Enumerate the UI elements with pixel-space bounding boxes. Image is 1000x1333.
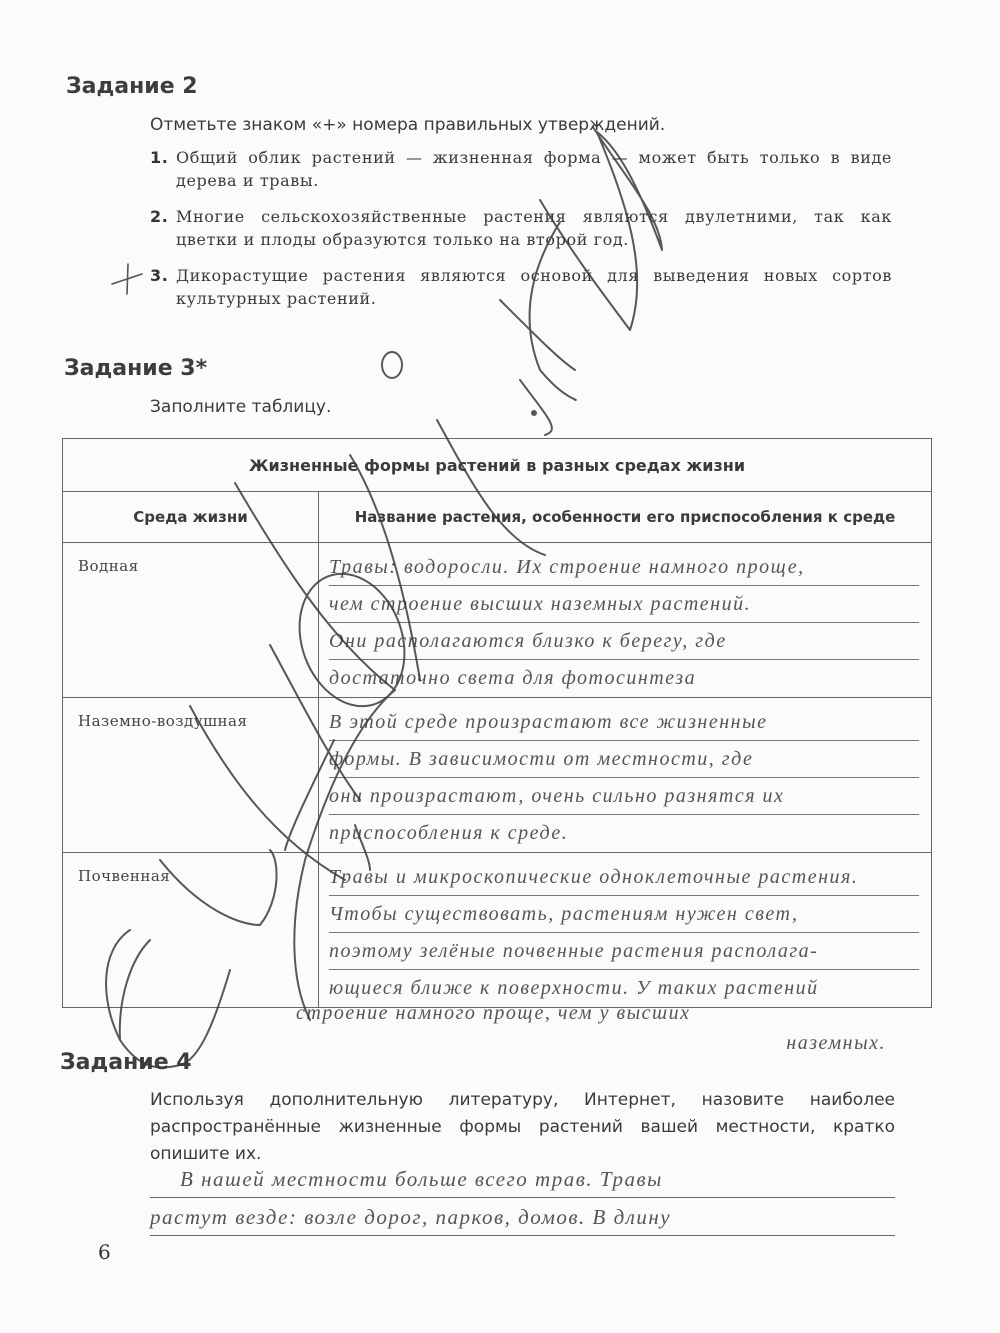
- page-number: 6: [98, 1240, 111, 1264]
- task4-answer[interactable]: [150, 1160, 895, 1236]
- statement-text: Дикорастущие растения являются основой для выведения новых сортов культурных растений.: [176, 266, 892, 308]
- statement-item[interactable]: [150, 264, 892, 310]
- task4-heading: Задание 4: [60, 1050, 192, 1075]
- table-title: Жизненные формы растений в разных средах жизни: [63, 439, 932, 492]
- handwritten-line: они произрастают, очень сильно разнятся их: [329, 778, 919, 815]
- statement-item[interactable]: [150, 205, 892, 251]
- table-overflow-handwriting: [296, 998, 916, 1058]
- scrawl-stroke: [520, 380, 552, 435]
- environment-cell: Почвенная: [63, 853, 319, 1008]
- scrawl-stroke: [382, 352, 402, 378]
- handwritten-line: достаточно света для фотосинтеза: [329, 667, 697, 689]
- handwritten-line: Чтобы существовать, растениям нужен свет,: [329, 896, 919, 933]
- handwritten-line: чем строение высших наземных растений.: [329, 586, 919, 623]
- statement-number: 1.: [150, 148, 169, 167]
- handwritten-line: В этой среде произрастают все жизненные: [329, 704, 919, 741]
- handwritten-line: Травы и микроскопические одноклеточные растения.: [329, 859, 919, 896]
- task2-statements: [150, 146, 892, 323]
- handwritten-line: В нашей местности больше всего трав. Травы: [150, 1160, 895, 1198]
- handwritten-line: приспособления к среде.: [329, 822, 569, 844]
- handwritten-line: формы. В зависимости от местности, где: [329, 741, 919, 778]
- statement-text: Многие сельскохозяйственные растения являются двулетними, так как цветки и плоды образуются только на второй год.: [176, 207, 892, 249]
- statement-number: 3.: [150, 266, 169, 285]
- handwritten-line: ющиеся ближе к поверхности. У таких растений: [329, 977, 819, 999]
- environment-cell: Наземно-воздушная: [63, 698, 319, 853]
- handwritten-line: Травы: водоросли. Их строение намного проще,: [329, 549, 919, 586]
- statement-number: 2.: [150, 207, 169, 226]
- environment-cell: Водная: [63, 543, 319, 698]
- life-forms-table: [62, 438, 932, 1008]
- answer-cell[interactable]: [319, 543, 932, 698]
- handwritten-line: Они располагаются близко к берегу, где: [329, 623, 919, 660]
- task3-instruction: Заполните таблицу.: [150, 397, 332, 417]
- table-row: [63, 698, 932, 853]
- handwritten-line: растут везде: возле дорог, парков, домов. В длину: [150, 1198, 895, 1236]
- statement-item[interactable]: [150, 146, 892, 192]
- task2-heading: Задание 2: [66, 74, 198, 99]
- handwritten-line: поэтому зелёные почвенные растения располага-: [329, 933, 919, 970]
- plus-mark-icon: [110, 262, 144, 296]
- column-header-plant-adaptation: Название растения, особенности его приспособления к среде: [319, 492, 932, 543]
- handwritten-line: строение намного проще, чем у высших: [296, 1002, 691, 1024]
- task3-heading: Задание 3*: [64, 356, 208, 381]
- table-row: [63, 853, 932, 1008]
- task4-instruction: Используя дополнительную литературу, Интернет, назовите наиболее распространённые жизненные формы растений вашей местности, кратко опишите их.: [150, 1090, 895, 1164]
- table-row: [63, 543, 932, 698]
- column-header-environment: Среда жизни: [63, 492, 319, 543]
- handwritten-line: наземных.: [786, 1032, 886, 1054]
- task2-instruction: Отметьте знаком «+» номера правильных утверждений.: [150, 115, 666, 135]
- answer-cell[interactable]: [319, 698, 932, 853]
- answer-cell[interactable]: [319, 853, 932, 1008]
- scrawl-stroke: [532, 411, 536, 415]
- statement-text: Общий облик растений — жизненная форма — может быть только в виде дерева и травы.: [176, 148, 892, 190]
